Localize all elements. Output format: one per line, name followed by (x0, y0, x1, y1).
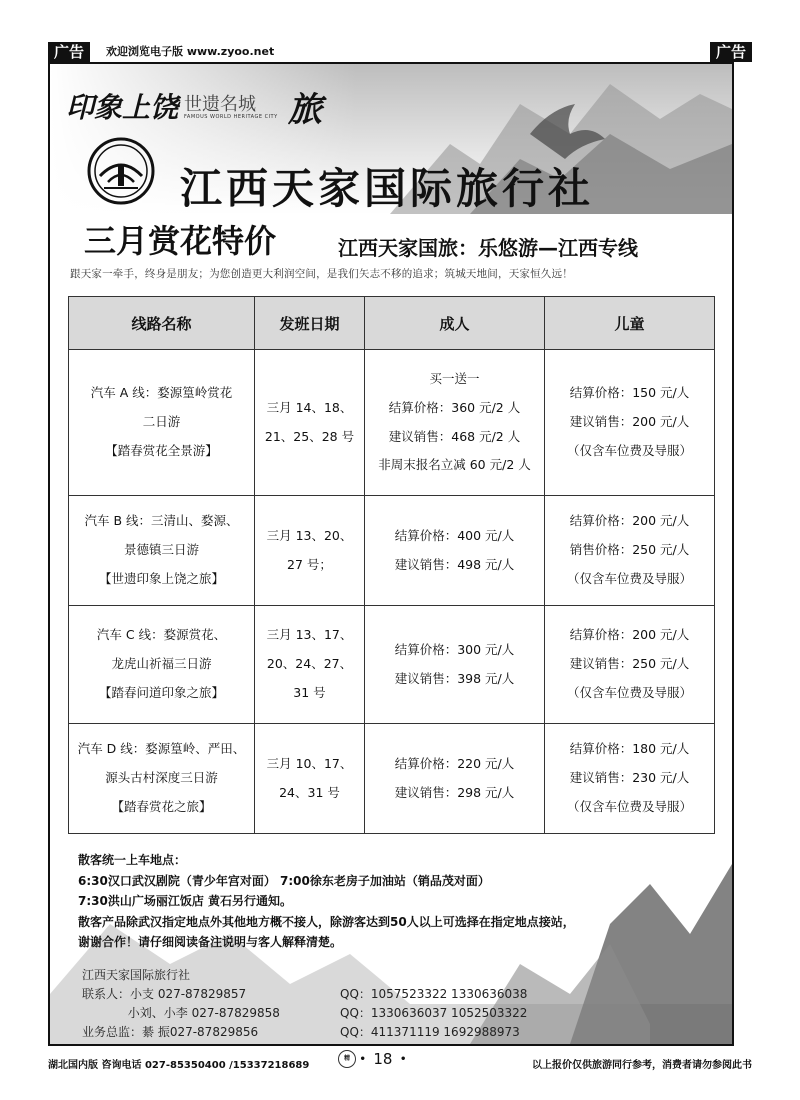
footer-page (338, 1050, 406, 1074)
footer-disclaimer: 以上报价仅供旅游同行参考，消费者请勿参阅此书 (532, 1060, 752, 1071)
site-banner: 欢迎浏览电子版 www.zyoo.net (106, 45, 275, 58)
contact-qq: QQ：1057523322 1330636038 (340, 987, 528, 1001)
child-price-cell: 结算价格：200 元/人 建议销售：250 元/人 （仅含车位费及导服） (545, 606, 715, 724)
adult-price-cell: 结算价格：220 元/人 建议销售：298 元/人 (365, 724, 545, 834)
contact-row (82, 985, 528, 1004)
child-price-cell: 结算价格：200 元/人 销售价格：250 元/人 （仅含车位费及导服） (545, 496, 715, 606)
magazine-emblem-icon: 精 (338, 1050, 356, 1068)
contact-qq: QQ：1330636037 1052503322 (340, 1006, 528, 1020)
route-cell: 汽车 B 线：三清山、婺源、 景德镇三日游 【世遗印象上饶之旅】 (69, 496, 255, 606)
contact-company: 江西天家国际旅行社 (82, 968, 191, 982)
contact-person: 联系人：小支 027-87829857 (82, 987, 247, 1001)
footer-edition: 湖北国内版 咨询电话 027-85350400 /15337218689 (48, 1060, 310, 1071)
company-name: 江西天家国际旅行社 (180, 164, 595, 213)
bullet-icon: • (399, 1054, 407, 1065)
header-dates: 发班日期 (255, 297, 365, 350)
note-line: 散客统一上车地点： (78, 853, 187, 867)
brand-travel-glyph: 旅 (288, 90, 322, 130)
dates-cell: 三月 14、18、 21、25、28 号 (255, 350, 365, 496)
table-header-row (69, 297, 715, 350)
route-cell: 汽车 C 线：婺源赏花、 龙虎山祈福三日游 【踏春问道印象之旅】 (69, 606, 255, 724)
bullet-icon: • (359, 1054, 366, 1065)
dates-cell: 三月 13、20、 27 号； (255, 496, 365, 606)
contact-person: 业务总监：綦 振027-87829856 (82, 1025, 259, 1039)
note-line: 散客产品除武汉指定地点外其他地方概不接人，除游客达到50人以上可选择在指定地点接站， (78, 914, 575, 929)
brand-heritage-city: 世遗名城 (184, 94, 256, 115)
note-line: 6:30汉口武汉剧院（青少年宫对面） 7:00徐东老房子加油站（销品茂对面） (78, 873, 490, 888)
table-row (69, 606, 715, 724)
pickup-notes (78, 850, 575, 953)
contact-person: 小刘、小李 027-87829858 (82, 1006, 280, 1020)
route-cell: 汽车 A 线：婺源篁岭赏花 二日游 【踏春赏花全景游】 (69, 350, 255, 496)
note-line: 谢谢合作！请仔细阅读备注说明与客人解释清楚。 (78, 935, 343, 949)
promo-title: 三月赏花特价 (84, 222, 277, 260)
contact-row (82, 1004, 528, 1023)
page-footer (48, 1050, 752, 1074)
dates-cell: 三月 10、17、 24、31 号 (255, 724, 365, 834)
ad-tag-right: 广告 (710, 42, 752, 62)
brand-calligraphy: 印象上饶 (66, 91, 179, 124)
slogan: 跟天家一牵手，终身是朋友；为您创造更大利润空间，是我们矢志不移的追求；筑城天地间，天家恒久远！ (70, 268, 573, 280)
header-route: 线路名称 (69, 297, 255, 350)
top-strip (48, 42, 752, 62)
contact-block (82, 966, 528, 1042)
header-child: 儿童 (545, 297, 715, 350)
dates-cell: 三月 13、17、 20、24、27、 31 号 (255, 606, 365, 724)
adult-price-cell: 结算价格：400 元/人 建议销售：498 元/人 (365, 496, 545, 606)
table-row (69, 350, 715, 496)
advertisement-frame (48, 62, 734, 1046)
child-price-cell: 结算价格：150 元/人 建议销售：200 元/人 （仅含车位费及导服） (545, 350, 715, 496)
ad-tag-left: 广告 (48, 42, 90, 62)
travel-agency-seal-icon (86, 136, 156, 206)
adult-price-cell: 结算价格：300 元/人 建议销售：398 元/人 (365, 606, 545, 724)
brand-heritage-city-en: FAMOUS WORLD HERITAGE CITY (184, 114, 278, 120)
page-number: 18 (373, 1050, 393, 1068)
table-row (69, 496, 715, 606)
table-row (69, 724, 715, 834)
note-line: 7:30洪山广场丽江饭店 黄石另行通知。 (78, 894, 293, 908)
contact-qq: QQ：411371119 1692988973 (340, 1025, 520, 1039)
adult-price-cell: 买一送一 结算价格：360 元/2 人 建议销售：468 元/2 人 非周末报名立减 60 元/2 人 (365, 350, 545, 496)
contact-row (82, 1023, 520, 1042)
header-adult: 成人 (365, 297, 545, 350)
child-price-cell: 结算价格：180 元/人 建议销售：230 元/人 （仅含车位费及导服） (545, 724, 715, 834)
route-price-table (68, 296, 715, 834)
route-cell: 汽车 D 线：婺源篁岭、严田、 源头古村深度三日游 【踏春赏花之旅】 (69, 724, 255, 834)
promo-subtitle: 江西天家国旅：乐悠游—江西专线 (338, 236, 638, 260)
